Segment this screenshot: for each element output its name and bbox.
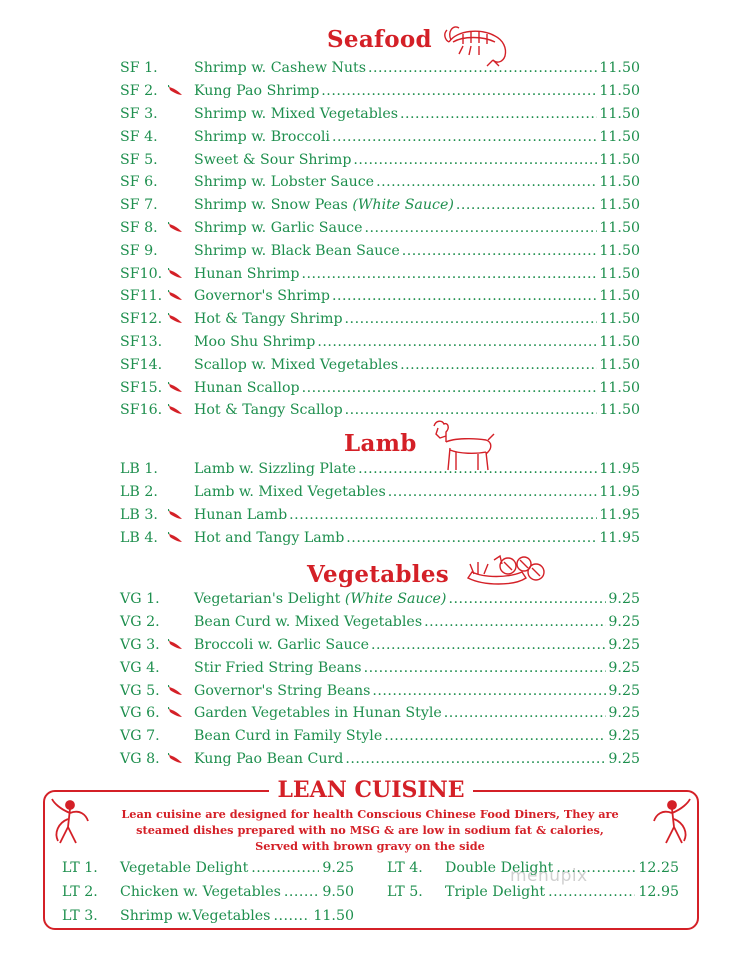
item-price: 11.50 <box>599 60 640 77</box>
item-code: SF12. <box>120 311 163 328</box>
item-name-text: Hot & Tangy Scallop <box>194 402 343 419</box>
item-name-text: Stir Fried String Beans <box>194 659 362 676</box>
leader-dots <box>321 83 597 99</box>
chili-icon <box>168 639 194 651</box>
item-code: SF 3. <box>120 105 158 122</box>
chili-icon <box>168 685 194 697</box>
item-name-text: Sweet & Sour Shrimp <box>194 151 352 168</box>
item-price: 11.95 <box>599 461 640 478</box>
item-price: 9.25 <box>608 705 640 722</box>
item-code: SF 6. <box>120 174 158 191</box>
lean-desc-line-1: Lean cuisine are designed for health Conscious Chinese Food Diners, They are <box>121 807 619 821</box>
item-code: SF16. <box>120 402 163 419</box>
lean-item-name: Vegetable Delight <box>120 860 249 876</box>
item-name <box>194 197 454 213</box>
item-name-text: Shrimp w. Cashew Nuts <box>194 60 367 77</box>
menu-item-row <box>120 80 640 103</box>
vegetables-icon <box>464 552 548 590</box>
item-price: 11.50 <box>599 83 640 100</box>
item-name <box>194 683 370 699</box>
item-code: VG 4. <box>120 659 160 676</box>
lamb-title: Lamb <box>344 430 417 457</box>
item-name-text: Scallop w. Mixed Vegetables <box>194 356 399 373</box>
item-name-text: Kung Pao Shrimp <box>194 83 320 100</box>
leader-dots <box>332 129 597 145</box>
leader-dots <box>372 683 606 699</box>
item-name <box>194 60 366 76</box>
item-name-text: Moo Shu Shrimp <box>194 333 316 350</box>
leader-dots <box>317 334 597 350</box>
item-price: 11.50 <box>599 356 640 373</box>
leader-dots <box>400 357 597 373</box>
item-code: VG 2. <box>120 614 160 631</box>
menu-item-row <box>120 285 640 308</box>
lean-item-name: Triple Delight <box>445 884 546 900</box>
item-code: VG 6. <box>120 705 160 722</box>
leader-dots <box>388 484 598 500</box>
leader-dots <box>368 60 597 76</box>
item-name <box>194 728 382 744</box>
menu-item-row <box>120 588 640 611</box>
chili-icon <box>168 382 194 394</box>
item-code: SF 1. <box>120 60 158 77</box>
menu-item-row <box>120 308 640 331</box>
item-name <box>194 152 351 168</box>
item-name-text: Shrimp w. Black Bean Sauce <box>194 242 400 259</box>
lean-item-code: LT 4. <box>387 860 423 876</box>
lean-item-price: 9.50 <box>322 884 354 900</box>
item-price: 9.25 <box>608 591 640 608</box>
menu-item-row <box>120 634 640 657</box>
item-note: (White Sauce) <box>344 591 447 608</box>
seafood-list <box>120 57 640 422</box>
item-price: 9.25 <box>608 682 640 699</box>
item-code: LB 3. <box>120 506 158 523</box>
dancer-icon <box>652 797 692 855</box>
lean-item-row <box>62 880 354 904</box>
menu-item-row <box>120 702 640 725</box>
item-price: 11.50 <box>599 128 640 145</box>
item-price: 9.25 <box>608 659 640 676</box>
leader-dots <box>402 243 598 259</box>
chili-icon <box>168 222 194 234</box>
menu-item-row <box>120 194 640 217</box>
lean-item-code: LT 2. <box>62 884 98 900</box>
menu-item-row <box>120 148 640 171</box>
leader-dots <box>424 614 606 630</box>
leader-dots <box>364 220 597 236</box>
leader-dots <box>346 530 597 546</box>
item-name-text: Shrimp w. Broccoli <box>194 128 330 145</box>
lean-item-row <box>62 856 354 880</box>
item-name <box>194 174 374 190</box>
lean-item-code: LT 1. <box>62 860 98 876</box>
lean-desc-line-2: steamed dishes prepared with no MSG & are low in sodium fat & calories, <box>136 823 604 837</box>
item-name <box>194 357 398 373</box>
lean-desc-line-3: Served with brown gravy on the side <box>255 839 485 853</box>
item-name-text: Bean Curd in Family Style <box>194 728 383 745</box>
item-code: SF11. <box>120 288 163 305</box>
item-name-text: Lamb w. Mixed Vegetables <box>194 484 386 501</box>
leader-dots <box>444 705 607 721</box>
item-code: VG 8. <box>120 750 160 767</box>
menu-item-row <box>120 504 640 527</box>
item-name-text: Broccoli w. Garlic Sauce <box>194 636 370 653</box>
item-name <box>194 380 300 396</box>
item-name-text: Lamb w. Sizzling Plate <box>194 461 357 478</box>
seafood-title: Seafood <box>327 26 432 53</box>
item-name <box>194 311 343 327</box>
item-price: 11.50 <box>599 242 640 259</box>
menu-item-row <box>120 656 640 679</box>
leader-dots <box>301 266 597 282</box>
dancer-icon <box>50 797 90 855</box>
leader-dots <box>332 288 597 304</box>
lean-cuisine-description <box>110 806 630 854</box>
lean-left-column <box>62 856 354 928</box>
item-name <box>194 288 330 304</box>
lean-item-code: LT 5. <box>387 884 423 900</box>
item-name <box>194 660 362 676</box>
item-code: VG 7. <box>120 728 160 745</box>
leader-dots <box>345 402 598 418</box>
item-name-text: Governor's String Beans <box>194 682 371 699</box>
item-name-text: Shrimp w. Mixed Vegetables <box>194 105 399 122</box>
item-price: 11.50 <box>599 151 640 168</box>
item-code: VG 1. <box>120 591 160 608</box>
item-price: 9.25 <box>608 728 640 745</box>
leader-dots <box>371 637 606 653</box>
item-price: 9.25 <box>608 750 640 767</box>
menu-item-row <box>120 103 640 126</box>
item-name-text: Shrimp w. Lobster Sauce <box>194 174 375 191</box>
menu-item-row <box>120 748 640 771</box>
item-name-text: Hunan Shrimp <box>194 265 300 282</box>
menu-item-row <box>120 458 640 481</box>
item-name-text: Vegetarian's Delight <box>194 591 341 608</box>
item-code: LB 1. <box>120 461 158 478</box>
menu-item-row <box>120 331 640 354</box>
lamb-list <box>120 458 640 549</box>
item-name-text: Shrimp w. Snow Peas <box>194 197 348 214</box>
item-name-text: Hot and Tangy Lamb <box>194 529 345 546</box>
item-name <box>194 705 442 721</box>
item-price: 9.25 <box>608 614 640 631</box>
item-name <box>194 591 446 607</box>
leader-dots <box>384 728 606 744</box>
lean-item-price: 12.25 <box>638 860 679 876</box>
chili-icon <box>168 313 194 325</box>
item-name <box>194 83 319 99</box>
menu-item-row <box>120 611 640 634</box>
menu-item-row <box>120 376 640 399</box>
lean-item-price: 11.50 <box>313 908 354 924</box>
item-name <box>194 484 386 500</box>
lean-cuisine-title <box>0 777 742 803</box>
item-name <box>194 334 315 350</box>
item-name <box>194 243 400 259</box>
item-name-text: Bean Curd w. Mixed Vegetables <box>194 614 423 631</box>
item-code: SF10. <box>120 265 163 282</box>
item-price: 11.95 <box>599 529 640 546</box>
item-price: 11.50 <box>599 379 640 396</box>
item-price: 11.50 <box>599 197 640 214</box>
menu-item-row <box>120 125 640 148</box>
lean-item-row <box>62 904 354 928</box>
menu-item-row <box>120 725 640 748</box>
item-name <box>194 530 344 546</box>
item-code: SF13. <box>120 333 163 350</box>
chili-icon <box>168 707 194 719</box>
item-price: 11.50 <box>599 311 640 328</box>
leader-dots <box>273 908 310 924</box>
item-name-text: Hunan Lamb <box>194 506 288 523</box>
item-code: SF14. <box>120 356 163 373</box>
item-name <box>194 614 422 630</box>
item-price: 11.95 <box>599 506 640 523</box>
vegetables-title: Vegetables <box>307 561 450 588</box>
chili-icon <box>168 404 194 416</box>
item-code: SF 4. <box>120 128 158 145</box>
menu-item-row <box>120 262 640 285</box>
menu-item-row <box>120 679 640 702</box>
item-price: 11.50 <box>599 333 640 350</box>
item-name <box>194 507 287 523</box>
chili-icon <box>168 753 194 765</box>
item-code: SF 2. <box>120 83 158 100</box>
item-name-text: Shrimp w. Garlic Sauce <box>194 219 363 236</box>
item-price: 11.50 <box>599 105 640 122</box>
item-price: 11.50 <box>599 402 640 419</box>
leader-dots <box>284 884 320 900</box>
item-price: 11.95 <box>599 484 640 501</box>
lean-item-code: LT 3. <box>62 908 98 924</box>
item-name <box>194 461 356 477</box>
item-code: SF 7. <box>120 197 158 214</box>
leader-dots <box>345 311 598 327</box>
menu-item-row <box>120 217 640 240</box>
leader-dots <box>456 197 597 213</box>
chili-icon <box>168 532 194 544</box>
item-name <box>194 637 369 653</box>
item-code: SF15. <box>120 379 163 396</box>
leader-dots <box>289 507 597 523</box>
chili-icon <box>168 290 194 302</box>
lean-item-name: Double Delight <box>445 860 554 876</box>
item-price: 9.25 <box>608 636 640 653</box>
lean-item-name: Chicken w. Vegetables <box>120 884 281 900</box>
item-name-text: Hunan Scallop <box>194 379 300 396</box>
chili-icon <box>168 85 194 97</box>
menu-item-row <box>120 171 640 194</box>
leader-dots <box>448 591 606 607</box>
item-name <box>194 106 398 122</box>
menu-item-row <box>120 526 640 549</box>
leader-dots <box>251 860 319 876</box>
lean-item-price: 12.95 <box>638 884 679 900</box>
lean-item-price: 9.25 <box>322 860 354 876</box>
item-code: SF 8. <box>120 219 158 236</box>
lean-cuisine-title-text: LEAN CUISINE <box>269 777 472 803</box>
leader-dots <box>302 380 598 396</box>
item-code: SF 5. <box>120 151 158 168</box>
item-price: 11.50 <box>599 174 640 191</box>
item-name-text: Garden Vegetables in Hunan Style <box>194 705 442 722</box>
item-code: LB 2. <box>120 484 158 501</box>
item-name <box>194 402 343 418</box>
chili-icon <box>168 509 194 521</box>
item-note: (White Sauce) <box>352 197 454 214</box>
watermark: menupix <box>510 866 588 886</box>
chili-icon <box>168 268 194 280</box>
leader-dots <box>345 751 606 767</box>
vegetables-list <box>120 588 640 770</box>
item-name <box>194 266 299 282</box>
menu-item-row <box>120 239 640 262</box>
leader-dots <box>358 461 597 477</box>
item-price: 11.50 <box>599 288 640 305</box>
item-name <box>194 220 362 236</box>
leader-dots <box>364 660 607 676</box>
leader-dots <box>400 106 597 122</box>
item-code: LB 4. <box>120 529 158 546</box>
item-code: VG 3. <box>120 636 160 653</box>
item-price: 11.50 <box>599 219 640 236</box>
menu-item-row <box>120 481 640 504</box>
menu-item-row <box>120 399 640 422</box>
item-name <box>194 751 343 767</box>
lean-item-name: Shrimp w.Vegetables <box>120 908 271 924</box>
item-name <box>194 129 330 145</box>
menu-item-row <box>120 57 640 80</box>
item-name-text: Governor's Shrimp <box>194 288 330 305</box>
item-name-text: Hot & Tangy Shrimp <box>194 311 343 328</box>
leader-dots <box>353 152 597 168</box>
leader-dots <box>376 174 597 190</box>
item-price: 11.50 <box>599 265 640 282</box>
leader-dots <box>548 884 635 900</box>
item-code: SF 9. <box>120 242 158 259</box>
item-name-text: Kung Pao Bean Curd <box>194 750 344 767</box>
item-code: VG 5. <box>120 682 160 699</box>
menu-item-row <box>120 353 640 376</box>
